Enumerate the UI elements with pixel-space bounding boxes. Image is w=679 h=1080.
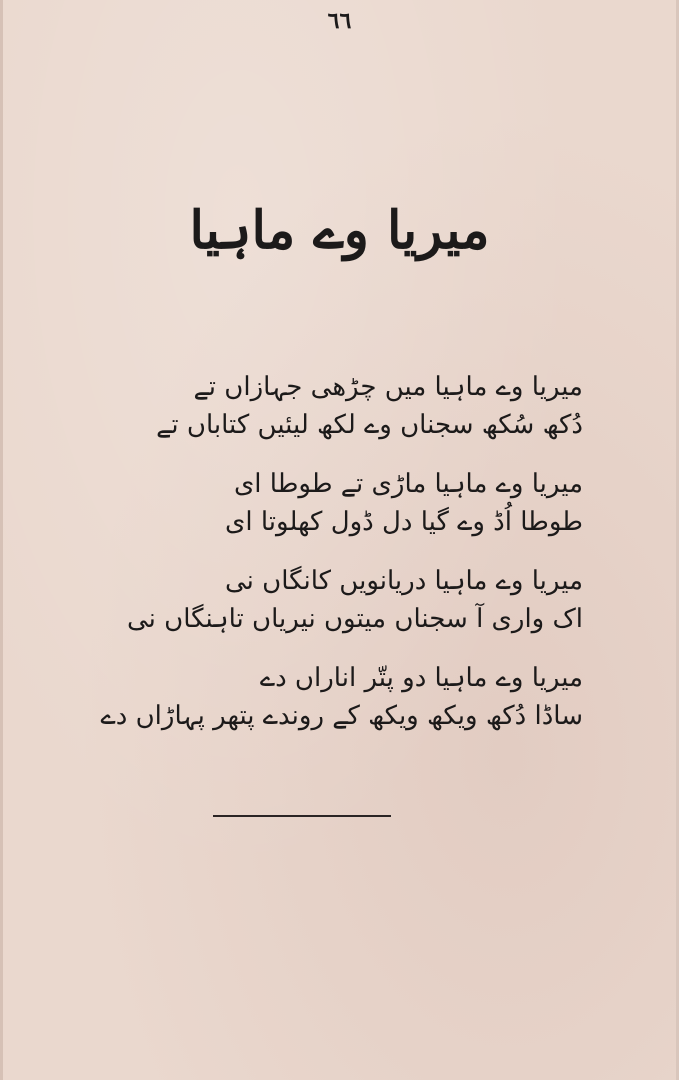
verse-line: اک واری آ سجناں میتوں نیریاں تاہنگاں نی xyxy=(126,604,583,634)
verse-line: میریا وے ماہیا دو پتّر اناراں دے xyxy=(259,663,583,693)
stanza-1 xyxy=(153,368,583,444)
verse-line: ساڈا دُکھ ویکھ ویکھ کے روندے پتھر پہاڑاں دے xyxy=(100,701,583,731)
poem-body xyxy=(100,368,583,735)
verse-line: دُکھ سُکھ سجناں وے لکھ لیئیں کتاباں تے xyxy=(156,410,583,440)
page-number: ٦٦ xyxy=(327,8,352,34)
verse-line: میریا وے ماہیا دریانویں کانگاں نی xyxy=(224,566,583,596)
verse-line: طوطا اُڈ وے گیا دل ڈول کھلوتا ای xyxy=(225,507,583,537)
poem-title: میریا وے ماہیا xyxy=(189,200,490,261)
stanza-4 xyxy=(100,659,583,735)
end-divider xyxy=(213,815,391,817)
stanza-2 xyxy=(153,465,583,541)
verse-line: میریا وے ماہیا ماڑی تے طوطا ای xyxy=(233,469,583,499)
stanza-3 xyxy=(126,562,583,638)
verse-line: میریا وے ماہیا میں چڑھی جہازاں تے xyxy=(193,372,583,402)
